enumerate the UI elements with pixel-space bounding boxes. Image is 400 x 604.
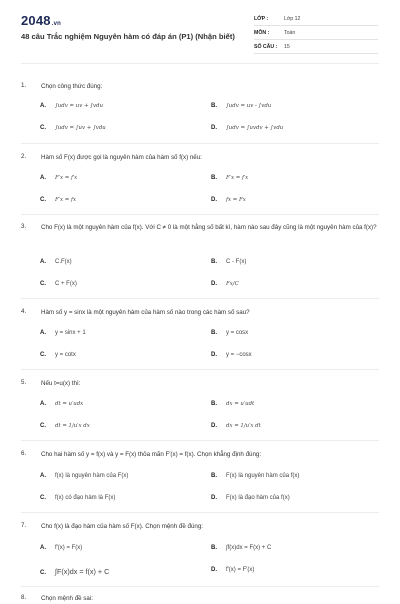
option-text: ∫udv = uv - ∫vdu <box>226 103 272 109</box>
logo-suffix: .vn <box>51 21 62 27</box>
option-text: dt = 1/u′x dx <box>55 423 90 429</box>
option-letter: D. <box>211 495 217 501</box>
option-letter: A. <box>40 103 46 109</box>
question-text: Hàm số F(x) được gọi là nguyên hàm của hàm số f(x) nếu: <box>41 154 202 161</box>
option-letter: D. <box>211 567 217 573</box>
option-text: dx = u′udt <box>226 401 255 407</box>
worksheet-header <box>0 0 400 66</box>
document-title: 48 câu Trắc nghiệm Nguyên hàm có đáp án (P1) (Nhận biết) <box>21 32 235 41</box>
option-2a[interactable] <box>40 175 77 181</box>
option-text: F′x = fx <box>55 197 76 203</box>
question-text: Cho hai hàm số y = f(x) và y = F(x) thỏa mãn F′(x) = f(x). Chọn khẳng định đúng: <box>41 451 262 458</box>
question-number: 2. <box>21 153 27 160</box>
option-letter: B. <box>211 545 217 551</box>
option-text: y = sinx + 1 <box>55 330 86 336</box>
question-text: Nếu t=u(x) thì: <box>41 380 81 387</box>
question-divider <box>21 512 379 513</box>
question-number: 6. <box>21 450 27 457</box>
option-6c[interactable] <box>40 495 115 501</box>
option-letter: A. <box>40 401 46 407</box>
option-letter: D. <box>211 423 217 429</box>
question-number: 4. <box>21 308 27 315</box>
option-2b[interactable] <box>211 175 248 181</box>
option-7b[interactable] <box>211 545 271 551</box>
question-number: 8. <box>21 594 27 601</box>
option-letter: C. <box>40 423 46 429</box>
option-6d[interactable] <box>211 495 290 501</box>
option-text: C + F(x) <box>55 281 77 287</box>
logo-text: 2048 <box>21 13 51 28</box>
question-text: Chọn công thức đúng: <box>41 83 103 90</box>
meta-count-label: SỐ CÂU : <box>254 44 278 50</box>
meta-class-row <box>254 14 378 26</box>
option-text: ∫udv = ∫uvdv + ∫vdu <box>226 125 284 131</box>
meta-subject-row <box>254 28 378 40</box>
option-4d[interactable] <box>211 352 252 358</box>
option-text: Fx/C <box>226 281 239 287</box>
option-7d[interactable] <box>211 567 254 573</box>
option-3c[interactable] <box>40 281 77 287</box>
question-number: 5. <box>21 379 27 386</box>
option-letter: A. <box>40 545 46 551</box>
site-logo[interactable] <box>21 13 61 28</box>
option-text: F(x) là nguyên hàm của f(x) <box>226 473 300 479</box>
question-text: Chọn mệnh đề sai: <box>41 595 93 602</box>
option-letter: B. <box>211 175 217 181</box>
option-text: dx = 1/u′x dt <box>226 423 261 429</box>
option-letter: C. <box>40 495 46 501</box>
meta-count-row <box>254 42 378 54</box>
question-text: Cho F(x) là một nguyên hàm của f(x). Với C ≠ 0 là một hằng số bất kì, hàm nào sau đây cũng là một nguyên hàm của f(x)? <box>41 224 377 231</box>
option-1b[interactable] <box>211 103 271 109</box>
option-letter: C. <box>40 570 46 576</box>
option-text: C.F(x) <box>55 259 72 265</box>
option-5a[interactable] <box>40 401 83 407</box>
option-5b[interactable] <box>211 401 254 407</box>
option-text: ∫f(x)dx = F(x) + C <box>226 545 272 551</box>
option-text: f′(x) = F(x) <box>55 545 83 551</box>
question-number: 7. <box>21 522 27 529</box>
option-letter: D. <box>211 125 217 131</box>
meta-subject-value: Toán <box>284 30 296 36</box>
meta-class-value: Lớp 12 <box>284 16 301 22</box>
option-letter: D. <box>211 352 217 358</box>
option-2d[interactable] <box>211 197 246 203</box>
option-text: ∫udv = uv + ∫vdu <box>55 103 103 109</box>
option-letter: B. <box>211 330 217 336</box>
option-letter: A. <box>40 473 46 479</box>
question-divider <box>21 369 379 370</box>
question-number: 3. <box>21 223 27 230</box>
option-text: F(x) là đạo hàm của f(x) <box>226 495 290 501</box>
option-text: f(x) là nguyên hàm của F(x) <box>55 473 129 479</box>
option-6a[interactable] <box>40 473 128 479</box>
option-letter: C. <box>40 125 46 131</box>
option-text: y = cosx <box>226 330 249 336</box>
question-divider <box>21 298 379 299</box>
question-text: Hàm số y = sinx là một nguyên hàm của hàm số nào trong các hàm số sau? <box>41 309 250 316</box>
option-text: y = −cosx <box>226 352 252 358</box>
option-letter: A. <box>40 259 46 265</box>
meta-count-value: 15 <box>284 44 290 50</box>
option-4a[interactable] <box>40 330 86 336</box>
question-divider <box>21 143 379 144</box>
question-divider <box>21 214 379 215</box>
option-letter: C. <box>40 281 46 287</box>
option-text: y = cotx <box>55 352 76 358</box>
meta-class-label: LỚP : <box>254 16 269 22</box>
header-divider <box>21 63 379 64</box>
option-letter: D. <box>211 281 217 287</box>
option-text: C - F(x) <box>226 259 247 265</box>
option-text: f′(x) = F′(x) <box>226 567 255 573</box>
option-letter: D. <box>211 197 217 203</box>
option-letter: B. <box>211 259 217 265</box>
option-5d[interactable] <box>211 423 261 429</box>
option-letter: C. <box>40 352 46 358</box>
option-1c[interactable] <box>40 125 106 131</box>
option-3d[interactable] <box>211 281 239 287</box>
option-letter: C. <box>40 197 46 203</box>
question-number: 1. <box>21 82 27 89</box>
option-letter: B. <box>211 103 217 109</box>
option-text: dt = u′udx <box>55 401 84 407</box>
question-divider <box>21 586 379 587</box>
option-text: ∫F(x)dx = f(x) + C <box>55 567 110 576</box>
question-divider <box>21 440 379 441</box>
option-1d[interactable] <box>211 125 283 131</box>
option-3b[interactable] <box>211 259 246 265</box>
option-1a[interactable] <box>40 103 103 109</box>
option-letter: B. <box>211 473 217 479</box>
option-text: f(x) có đạo hàm là F(x) <box>55 495 116 501</box>
option-2c[interactable] <box>40 197 76 203</box>
option-3a[interactable] <box>40 259 72 265</box>
option-6b[interactable] <box>211 473 299 479</box>
option-letter: A. <box>40 175 46 181</box>
option-4c[interactable] <box>40 352 76 358</box>
question-text: Cho f(x) là đạo hàm của hàm số F(x). Chọn mệnh đề đúng: <box>41 523 203 530</box>
option-text: F′x = f′x <box>55 175 78 181</box>
option-letter: A. <box>40 330 46 336</box>
meta-subject-label: MÔN : <box>254 30 270 36</box>
option-text: F′x = f′x <box>226 175 249 181</box>
option-5c[interactable] <box>40 423 90 429</box>
option-4b[interactable] <box>211 330 248 336</box>
option-7a[interactable] <box>40 545 82 551</box>
option-text: ∫udv = ∫uv + ∫vdu <box>55 125 106 131</box>
option-7c[interactable] <box>40 567 109 576</box>
option-letter: B. <box>211 401 217 407</box>
option-text: fx = Fx <box>226 197 246 203</box>
